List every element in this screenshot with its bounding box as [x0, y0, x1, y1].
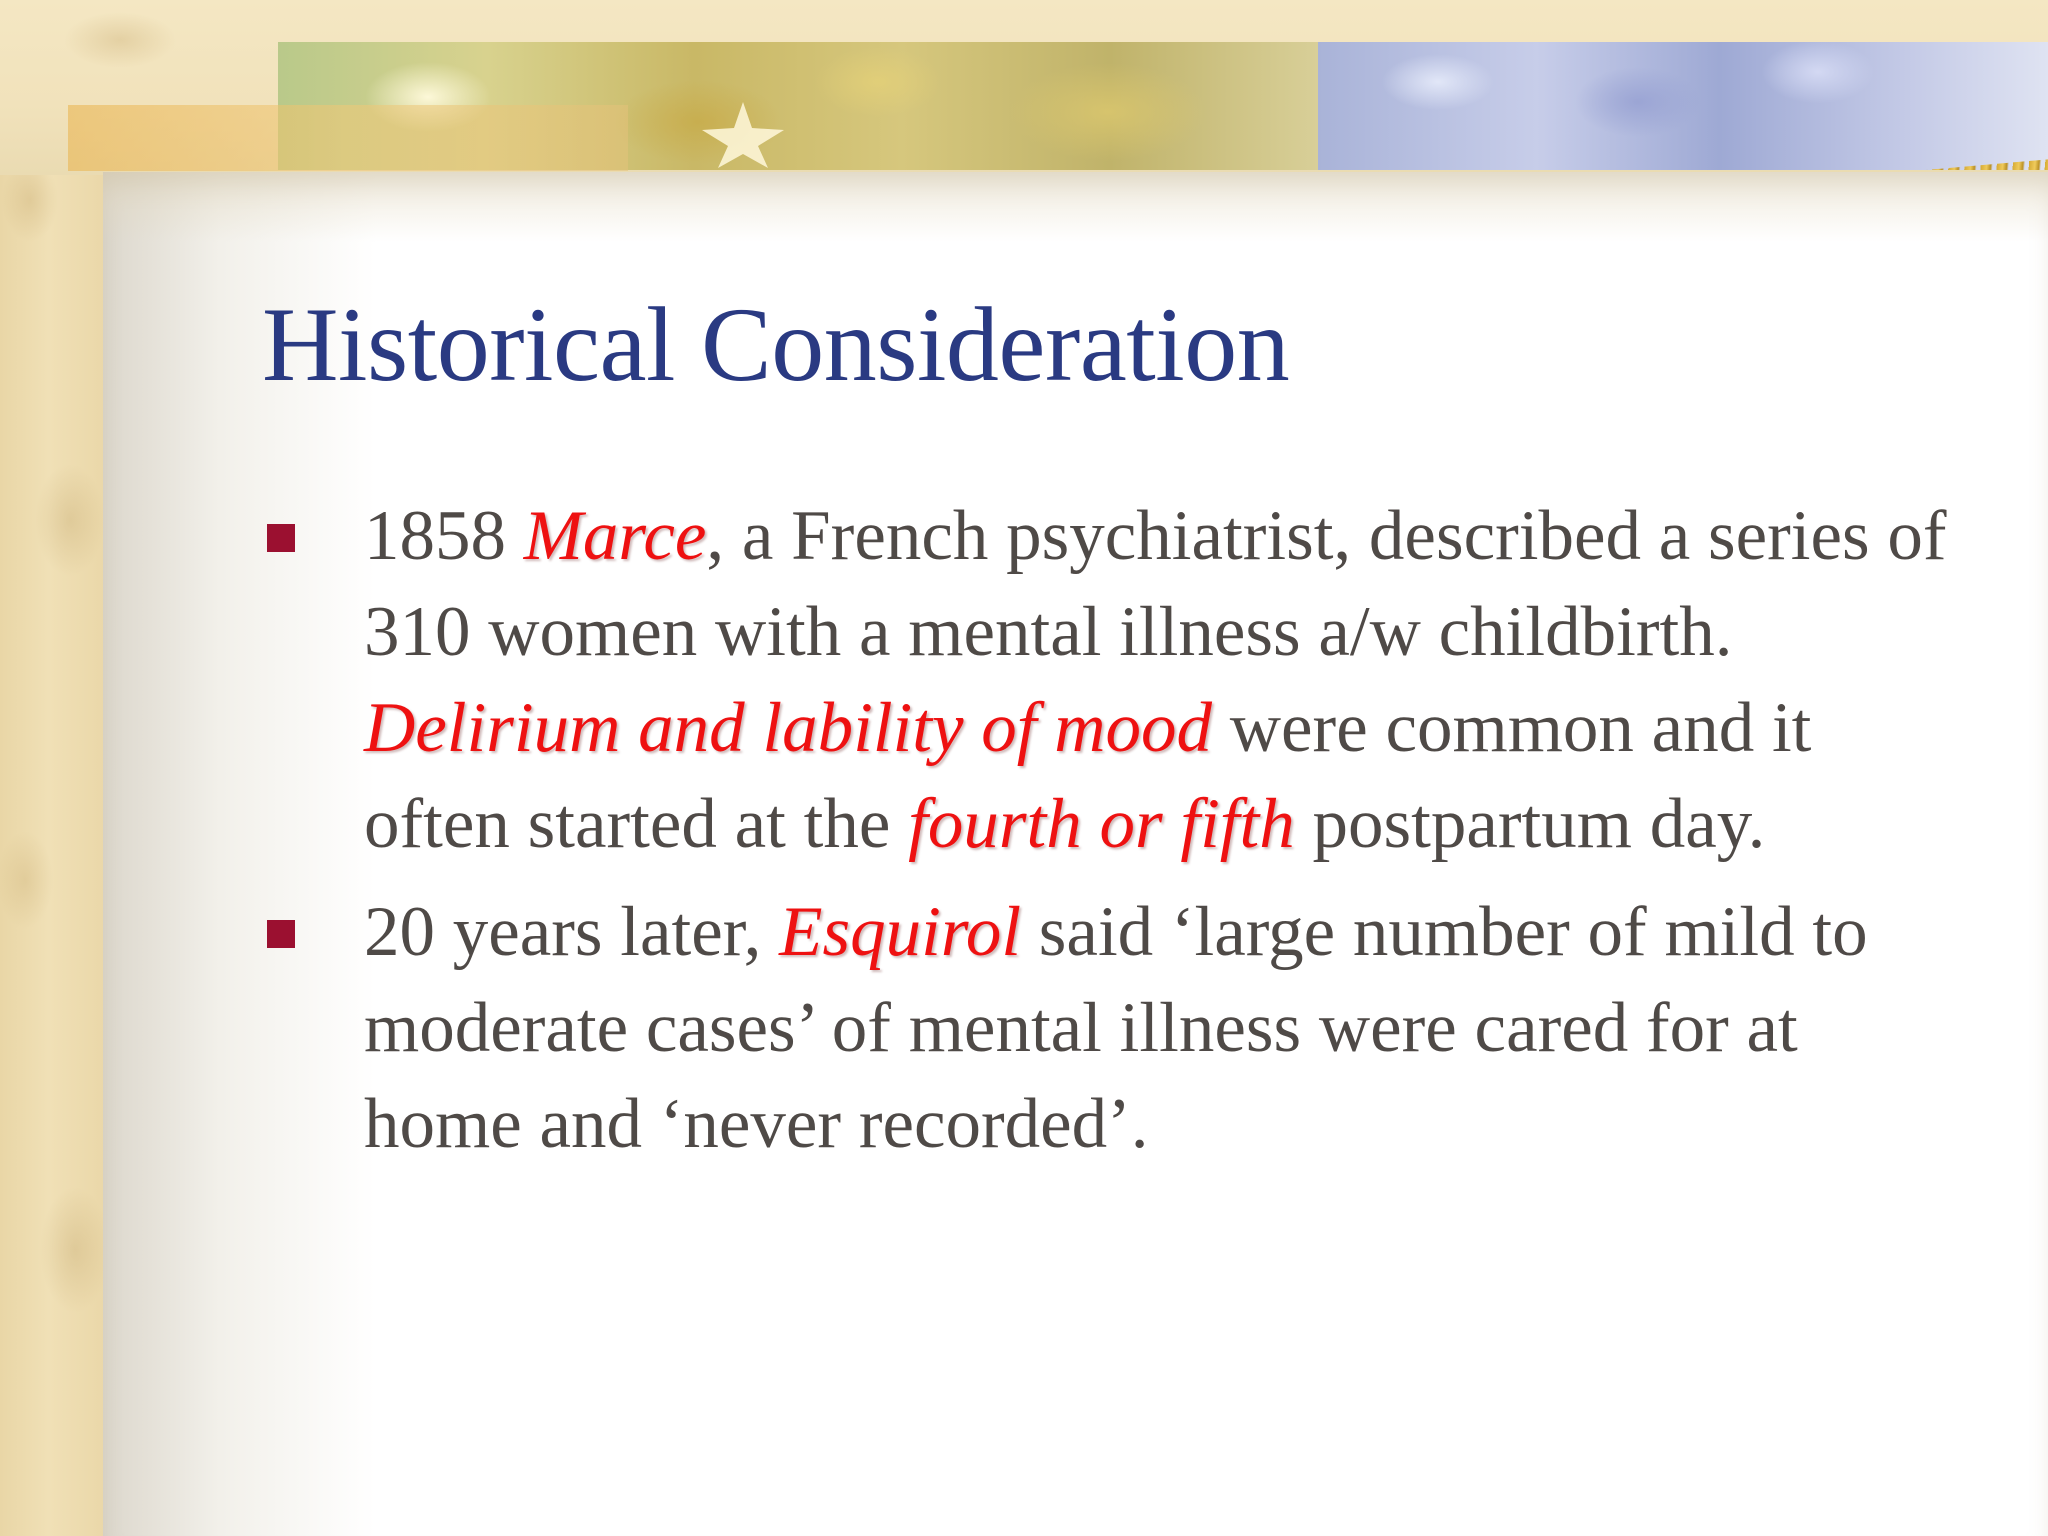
content-page-top-glow: [103, 172, 2048, 242]
bullet-text: 1858: [364, 497, 524, 575]
bullet-text: postpartum day.: [1294, 785, 1766, 863]
highlight-name-esquirol: Esquirol: [779, 893, 1022, 971]
bullet-text: were common and it often started at the: [364, 689, 1812, 863]
bullet-item-esquirol: [262, 884, 1962, 1172]
bullet-list: [262, 488, 1962, 1184]
square-bullet-icon: [267, 920, 295, 948]
highlight-name-marce: Marce: [523, 497, 707, 575]
bullet-text: said ‘large number of mild to moderate cases’ of mental illness were cared for at home and ‘never recorded’.: [364, 893, 1868, 1163]
highlight-symptoms: Delirium and lability of mood: [364, 689, 1213, 767]
bullet-item-marce: [262, 488, 1962, 872]
banner-orange-strip: [68, 105, 628, 171]
banner-blue-flowers-image: [1318, 42, 2048, 170]
bullet-text: 20 years later,: [364, 893, 780, 971]
parchment-left-strip: [0, 0, 108, 1536]
star-flower-icon: [698, 100, 788, 170]
slide-title: Historical Consideration: [262, 286, 1290, 403]
highlight-onset-day: fourth or fifth: [908, 785, 1295, 863]
square-bullet-icon: [267, 524, 295, 552]
bullet-text: , a French psychiatrist, described a series of 310 women with a mental illness a/w childbirth.: [364, 497, 1947, 671]
